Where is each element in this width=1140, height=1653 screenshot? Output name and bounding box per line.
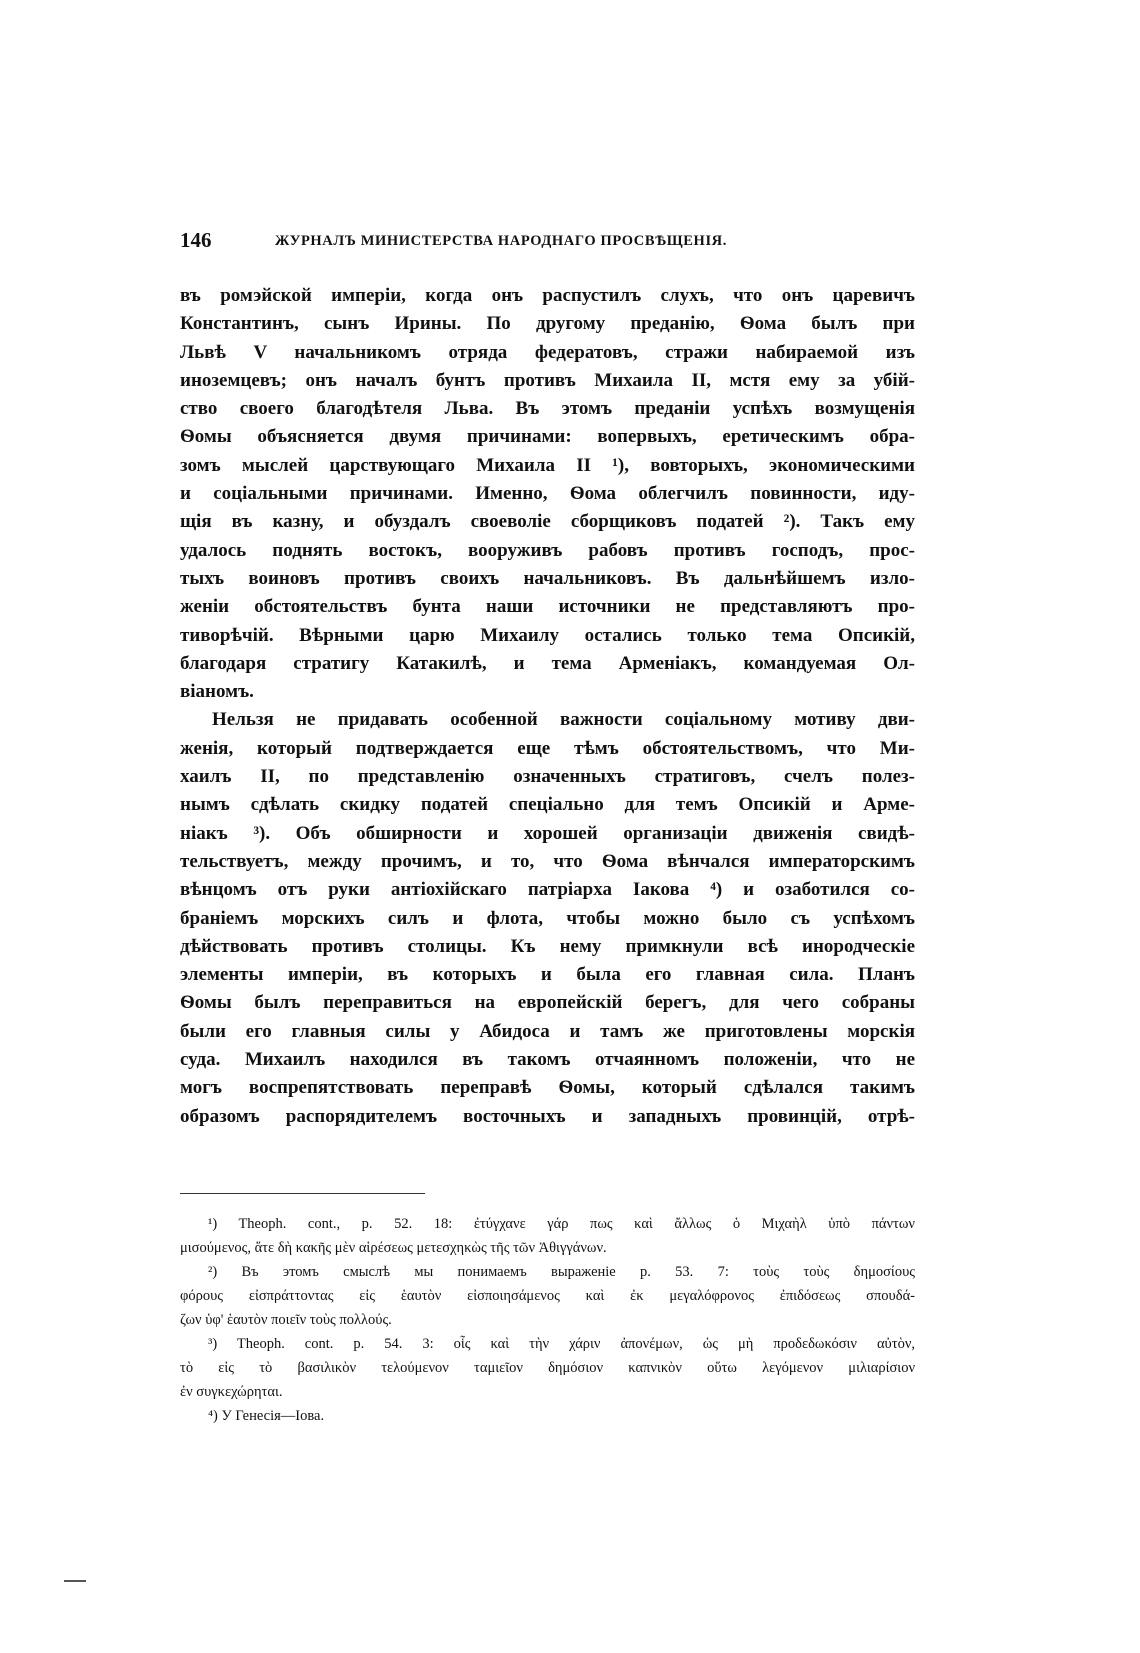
body-line: образомъ распорядителемъ восточныхъ и западныхъ провинцій, отрѣ- [180,1105,915,1127]
page-number: 146 [180,228,212,252]
footnote-divider [180,1193,425,1194]
footnotes [180,1212,915,1428]
body-line: женія, который подтверждается еще тѣмъ обстоятельствомъ, что Ми- [180,737,915,759]
footnote-line: ⁴) У Генесія—Іова. [208,1408,325,1424]
body-line: удалось поднять востокъ, вооруживъ рабовъ противъ господъ, прос- [180,539,915,561]
body-line: Львѣ V начальникомъ отряда федератовъ, стражи набираемой изъ [180,341,915,363]
scan-mark [64,1580,86,1582]
body-line: Ѳомы былъ переправиться на европейскій берегъ, для чего собраны [180,992,915,1014]
body-line: Ѳомы объясняется двумя причинами: вопервыхъ, еретическимъ обра- [180,426,915,448]
body-line: зомъ мыслей царствующаго Михаила II ¹), вовторыхъ, экономическими [180,454,915,476]
body-line: благодаря стратигу Катакилѣ, и тема Арменіакъ, командуемая Ол- [180,652,915,674]
body-line: вѣнцомъ отъ руки антіохійскаго патріарха Іакова ⁴) и озаботился со- [180,879,915,901]
body-line: Константинъ, сынъ Ирины. По другому преданію, Ѳома былъ при [180,313,915,335]
body-line: въ ромэйской имперіи, когда онъ распустилъ слухъ, что онъ царевичъ [180,285,915,306]
body-line: дѣйствовать противъ столицы. Къ нему примкнули всѣ инородческіе [180,935,915,957]
body-line: были его главныя силы у Абидоса и тамъ же приготовлены морскія [180,1020,915,1042]
body-line: хаилъ II, по представленію означенныхъ стратиговъ, счелъ полез- [180,766,915,788]
body-line: нымъ сдѣлать скидку податей спеціально для темъ Опсикій и Арме- [180,794,915,816]
body-line: элементы имперіи, въ которыхъ и была его главная сила. Планъ [180,964,915,986]
body-line: и соціальными причинами. Именно, Ѳома облегчилъ повинности, иду- [180,483,915,505]
body-text [180,282,915,1131]
footnote-line: ἐν συγκεχώρηται. [180,1384,283,1400]
body-line: тельствуетъ, между прочимъ, и то, что Ѳома вѣнчался императорскимъ [180,850,915,872]
body-line: суда. Михаилъ находился въ такомъ отчаянномъ положеніи, что не [180,1049,915,1071]
footnote-line: ζων ὑφ' ἑαυτὸν ποιεῖν τοὺς πολλούς. [180,1312,392,1328]
footnote-line: φόρους εἰσπράττοντας εἰς ἑαυτὸν εἰσποιησάμενος καὶ ἐκ μεγαλόφρονος ἐπιδόσεως σπουδά- [180,1288,915,1304]
body-line: тиворѣчій. Вѣрными царю Михаилу остались только тема Опсикій, [180,624,915,646]
body-line: ніакъ ³). Объ обширности и хорошей организаціи движенія свидѣ- [180,822,915,844]
body-line: віаномъ. [180,681,254,703]
footnote-line: τὸ εἰς τὸ βασιλικὸν τελούμενον ταμιεῖον δημόσιον καπνικὸν οὕτω λεγόμενον μιλιαρίσιον [180,1360,915,1376]
body-line: могъ воспрепятствовать переправѣ Ѳомы, который сдѣлался такимъ [180,1077,915,1099]
footnote-line: ³) Theoph. cont. p. 54. 3: οἷς καὶ τὴν χάριν ἀπονέμων, ὡς μὴ προδεδωκόσιν αὐτὸν, [208,1336,915,1352]
footnote-line: ²) Въ этомъ смыслѣ мы понимаемъ выраженіе p. 53. 7: τοὺς τοὺς δημοσίους [208,1264,915,1280]
body-line: щія въ казну, и обуздалъ своеволіе сборщиковъ податей ²). Такъ ему [180,511,915,533]
body-line: иноземцевъ; онъ началъ бунтъ противъ Михаила II, мстя ему за убій- [180,369,915,391]
body-line: тыхъ воиновъ противъ своихъ начальниковъ. Въ дальнѣйшемъ изло- [180,567,915,589]
running-title: ЖУРНАЛЪ МИНИСТЕРСТВА НАРОДНАГО ПРОСВѢЩЕНІЯ. [275,233,727,249]
page-header [180,228,830,258]
body-line: Нельзя не придавать особенной важности соціальному мотиву дви- [212,709,915,731]
body-line: браніемъ морскихъ силъ и флота, чтобы можно было съ успѣхомъ [180,907,915,929]
footnote-line: μισούμενος, ἅτε δὴ κακῆς μὲν αἱρέσεως μετεσχηκὼς τῆς τῶν Ἀθιγγάνων. [180,1240,607,1256]
body-line: женіи обстоятельствъ бунта наши источники не представляютъ про- [180,596,915,618]
footnote-line: ¹) Theoph. cont., p. 52. 18: ἐτύγχανε γάρ πως καὶ ἄλλως ὁ Μιχαὴλ ὑπὸ πάντων [208,1216,915,1232]
body-line: ство своего благодѣтеля Льва. Въ этомъ преданіи успѣхъ возмущенія [180,398,915,420]
